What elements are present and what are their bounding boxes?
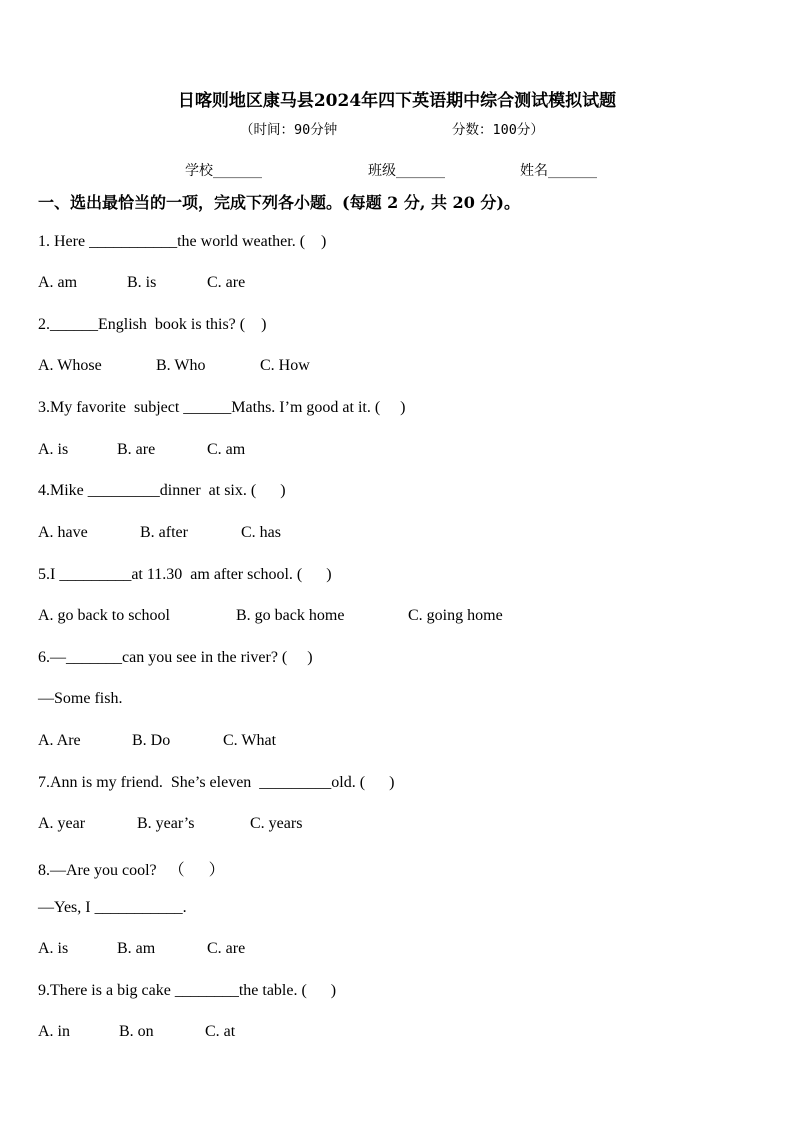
option-a[interactable]: A. have [38,524,88,541]
school-field[interactable]: 学校_______ [185,163,262,179]
option-a[interactable]: A. go back to school [38,607,170,624]
option-b[interactable]: B. go back home [236,607,345,624]
question-options [38,732,276,750]
option-b[interactable]: B. year’s [137,815,195,832]
question-options [38,1023,235,1041]
option-b[interactable]: B. after [140,524,188,541]
option-b[interactable]: B. on [119,1023,154,1040]
option-b[interactable]: B. Do [132,732,171,749]
option-a[interactable]: A. is [38,441,69,458]
option-c[interactable]: C. are [207,940,246,957]
question-options [38,607,503,625]
option-a[interactable]: A. is [38,940,69,957]
question-stem: 8.—Are you cool? （ ） [38,862,225,879]
option-a[interactable]: A. Are [38,732,81,749]
option-b[interactable]: B. Who [156,357,206,374]
question-options [38,940,245,958]
option-a[interactable]: A. year [38,815,86,832]
option-a[interactable]: A. Whose [38,357,102,374]
option-c[interactable]: C. at [205,1023,236,1040]
question-options [38,441,245,459]
question-options [38,524,281,542]
option-a[interactable]: A. am [38,274,78,291]
question-stem: 6.—_______can you see in the river? ( ) [38,649,313,666]
question-options [38,357,310,375]
option-b[interactable]: B. is [127,274,157,291]
option-b[interactable]: B. are [117,441,156,458]
question-stem: 5.I _________at 11.30 am after school. ( ) [38,566,332,583]
option-c[interactable]: C. am [207,441,246,458]
option-c[interactable]: C. going home [408,607,503,624]
option-c[interactable]: C. What [223,732,277,749]
option-c[interactable]: C. years [250,815,303,832]
option-c[interactable]: C. are [207,274,246,291]
option-c[interactable]: C. has [241,524,281,541]
question-answer-line: —Yes, I ___________. [38,899,187,916]
question-stem: 2.______English book is this? ( ) [38,316,267,333]
option-c[interactable]: C. How [260,357,310,374]
class-field[interactable]: 班级_______ [368,163,445,179]
question-stem: 3.My favorite subject ______Maths. I’m good at it. ( ) [38,399,406,416]
question-options [38,274,245,292]
question-stem: 9.There is a big cake ________the table. ( ) [38,982,337,999]
exam-time: （时间：90分钟 [240,122,338,138]
name-field[interactable]: 姓名_______ [520,163,597,179]
question-stem: 4.Mike _________dinner at six. ( ) [38,482,286,499]
question-stem: 1. Here ___________the world weather. ( ) [38,233,327,250]
question-answer-line: —Some fish. [38,690,123,707]
question-stem: 7.Ann is my friend. She’s eleven _________old. ( ) [38,774,395,791]
exam-title: 日喀则地区康马县2024年四下英语期中综合测试模拟试题 [177,91,617,111]
question-options [38,815,302,833]
option-a[interactable]: A. in [38,1023,70,1040]
section-title: 一、选出最恰当的一项，完成下列各小题。(每题 2 分, 共 20 分)。 [38,193,520,212]
option-b[interactable]: B. am [117,940,156,957]
exam-score: 分数：100分） [452,122,544,138]
